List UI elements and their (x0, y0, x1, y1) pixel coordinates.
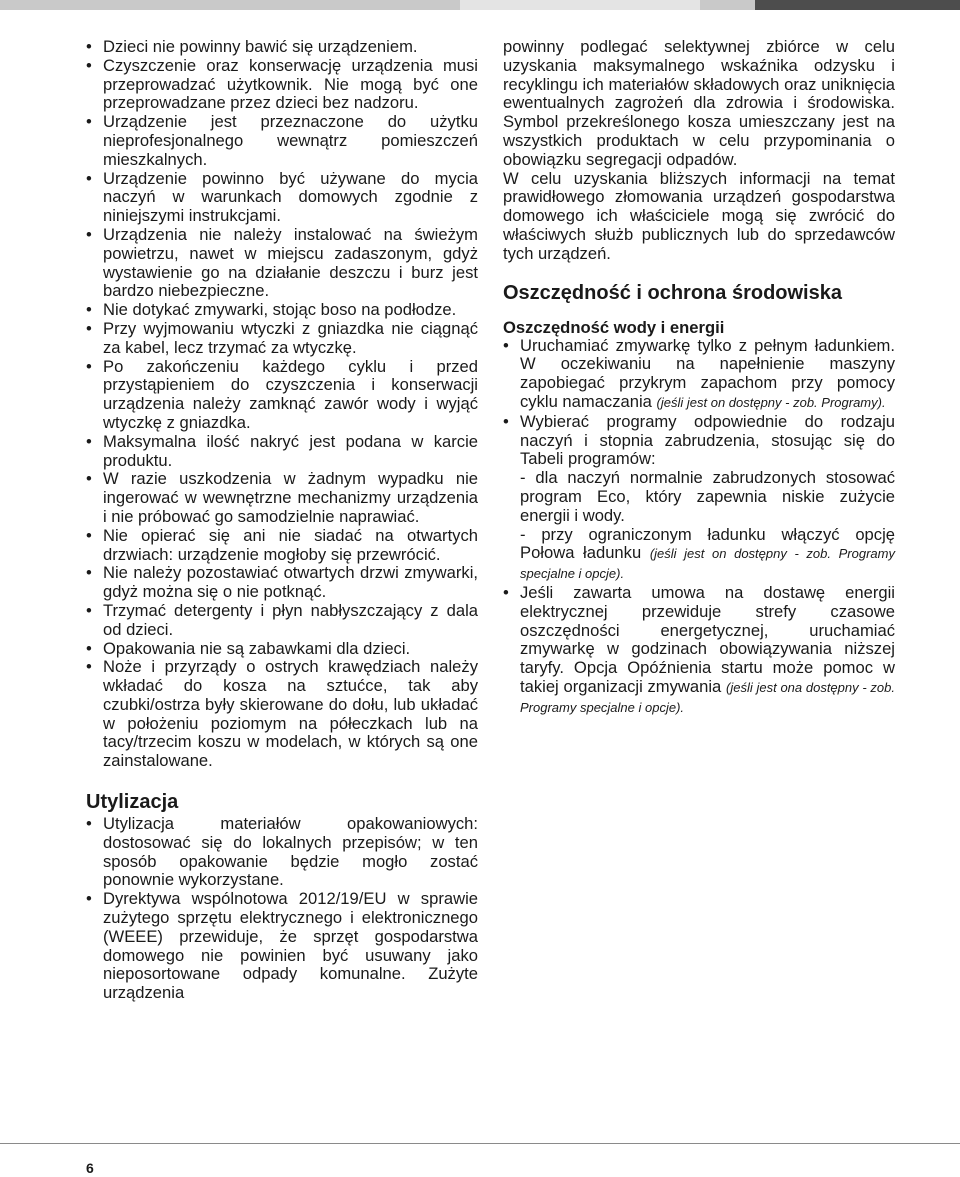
list-item (86, 640, 478, 659)
bullet-icon: • (503, 582, 509, 602)
list-item-text: Uruchamiać zmywarkę tylko z pełnym ładunkiem. W oczekiwaniu na napełnienie maszyny zapobiegać przykrym zapachom przy pomocy cyklu namaczania (520, 335, 895, 411)
header-bar-segment (700, 0, 755, 10)
bullet-icon: • (86, 112, 92, 132)
bullet-icon: • (86, 431, 92, 451)
list-item (86, 226, 478, 301)
list-item-text: Dyrektywa wspólnotowa 2012/19/EU w sprawie zużytego sprzętu elektrycznego i elektronicznego (WEEE) przewiduje, że sprzęt gospodarstwa domowego nie powinien być usuwany jako nieposortowane odpady komunalne. Zużyte urządzenia (103, 889, 478, 1003)
bullet-icon: • (86, 300, 92, 320)
page-number: 6 (86, 1160, 94, 1176)
list-item-text: Nie należy pozostawiać otwartych drzwi zmywarki, gdyż można się o nie potknąć. (103, 563, 478, 602)
list-item-text: Po zakończeniu każdego cyklu i przed przystąpieniem do czyszczenia i konserwacji urządzenia należy zamknąć zawór wody i wyjąć wtyczkę z gniazdka. (103, 356, 478, 432)
header-bar (0, 0, 960, 10)
list-item-text: Nie dotykać zmywarki, stojąc boso na podłodze. (103, 300, 457, 320)
list-item (86, 433, 478, 471)
list-item (86, 301, 478, 320)
list-item (86, 658, 478, 771)
disposal-heading: Utylizacja (86, 791, 179, 814)
footer-divider (0, 1143, 960, 1144)
bullet-icon: • (86, 318, 92, 338)
bullet-icon: • (86, 469, 92, 489)
list-item-text: Urządzenie jest przeznaczone do użytku nieprofesjonalnego wewnątrz pomieszczeń mieszkalnych. (103, 112, 478, 169)
header-bar-segment (0, 0, 460, 10)
list-item-subpoint (520, 526, 895, 584)
list-item-text: Czyszczenie oraz konserwację urządzenia musi przeprowadzać użytkownik. Nie mogą być one przeprowadzane przez dzieci bez nadzoru. (103, 55, 478, 113)
list-item (86, 57, 478, 113)
list-item-text: Noże i przyrządy o ostrych krawędziach należy wkładać do kosza na sztućce, tak aby czubki/ostrza były skierowane do dołu, lub układać w położeniu poziomym na półeczkach lub na tacy/trzecim koszu w modelach, w których są one zainstalowane. (103, 657, 478, 771)
section-heading: Oszczędność i ochrona środowiska (503, 281, 842, 304)
bullet-icon: • (86, 563, 92, 583)
bullet-icon: • (86, 37, 92, 56)
list-item (503, 584, 895, 718)
disposal-list (86, 815, 478, 1003)
bullet-icon: • (86, 889, 92, 909)
list-item-text: Opakowania nie są zabawkami dla dzieci. (103, 638, 411, 658)
bullet-icon: • (86, 356, 92, 376)
bullet-icon: • (86, 525, 92, 545)
header-bar-segment (755, 0, 960, 10)
list-item (86, 470, 478, 526)
list-item-text: Wybierać programy odpowiednie do rodzaju naczyń i stopnia zabrudzenia, stosując się do Tabeli programów: (520, 411, 895, 469)
list-item-text: Jeśli zawarta umowa na dostawę energii elektrycznej przewiduje strefy czasowe oszczędności energetycznej, uruchamiać zmywarkę w godzinach obowiązywania niższej taryfy. Opcja Opóźnienia startu może pomoc w takiej organizacji zmywania (520, 582, 895, 696)
bullet-icon: • (86, 814, 92, 834)
list-item-note: (jeśli jest on dostępny - zob. Programy specjalne i opcje). (520, 546, 895, 582)
list-item-text: Urządzenia nie należy instalować na świeżym powietrzu, nawet w miejscu zadaszonym, gdyż wystawienie go na działanie deszczu i burz jest bardzo niebezpieczne. (103, 224, 478, 301)
list-item (86, 815, 478, 890)
list-item-text: W razie uszkodzenia w żadnym wypadku nie ingerować w wewnętrzne mechanizmy urządzenia i nie próbować go samodzielnie naprawiać. (103, 469, 478, 526)
list-item (86, 890, 478, 1003)
list-item-note: (jeśli jest ona dostępny - zob. Programy specjalne i opcje). (520, 679, 895, 715)
bullet-icon: • (86, 55, 92, 75)
list-item-text: Nie opierać się ani nie siadać na otwartych drzwiach: urządzenie mogłoby się przewrócić. (103, 525, 478, 564)
disposal-continuation-paragraph: powinny podlegać selektywnej zbiórce w celu uzyskania maksymalnego wskaźnika odzysku i recyklingu ich materiałów składowych oraz uniknięcia ewentualnych zagrożeń dla zdrowia i środowiska. Symbol przekreślonego kosza umieszczany jest na wszystkich produktach w celu przypominania o obowiązku segregacji odpadów. (503, 37, 895, 169)
list-item-text: Urządzenie powinno być używane do mycia naczyń w warunkach domowych zgodnie z niniejszymi instrukcjami. (103, 168, 478, 226)
list-item-subpoint-text: - przy ograniczonym ładunku włączyć opcję Połowa ładunku (520, 524, 895, 563)
safety-list (86, 38, 478, 771)
list-item-text: Utylizacja materiałów opakowaniowych: dostosować się do lokalnych przepisów; w ten sposób opakowanie będzie mogło zostać ponownie wykorzystane. (103, 814, 478, 890)
bullet-icon: • (86, 600, 92, 620)
bullet-icon: • (86, 224, 92, 244)
list-item-text: Dzieci nie powinny bawić się urządzeniem. (103, 37, 418, 56)
list-item-note: (jeśli jest on dostępny - zob. Programy). (656, 394, 886, 410)
list-item-text: Maksymalna ilość nakryć jest podana w karcie produktu. (103, 431, 478, 470)
bullet-icon: • (86, 657, 92, 677)
list-item (86, 38, 478, 57)
list-item (86, 113, 478, 169)
disposal-info-paragraph: W celu uzyskania bliższych informacji na temat prawidłowego złomowania urządzeń gospodarstwa domowego ich właściciele mogą się zwrócić do właściwych służb publicznych lub do sprzedawców tych urządzeń. (503, 168, 895, 263)
bullet-icon: • (86, 168, 92, 188)
list-item (86, 170, 478, 226)
list-item-text: Przy wyjmowaniu wtyczki z gniazdka nie ciągnąć za kabel, lecz trzymać za wtyczkę. (103, 318, 478, 357)
list-item (86, 320, 478, 358)
bullet-icon: • (503, 335, 509, 355)
list-item (86, 602, 478, 640)
header-bar-segment (460, 0, 700, 10)
bullet-icon: • (503, 411, 509, 431)
list-item-subpoint: - dla naczyń normalnie zabrudzonych stosować program Eco, który zapewnia niskie zużycie energii i wody. (520, 468, 895, 525)
left-column (86, 38, 478, 1003)
list-item-text: Trzymać detergenty i płyn nabłyszczający z dala od dzieci. (103, 600, 478, 639)
list-item (86, 527, 478, 565)
right-column (503, 38, 895, 718)
list-item (503, 337, 895, 413)
saving-list (503, 337, 895, 718)
bullet-icon: • (86, 638, 92, 658)
list-item (86, 358, 478, 433)
list-item (503, 413, 895, 584)
list-item (86, 564, 478, 602)
subsection-heading: Oszczędność wody i energii (503, 317, 725, 337)
